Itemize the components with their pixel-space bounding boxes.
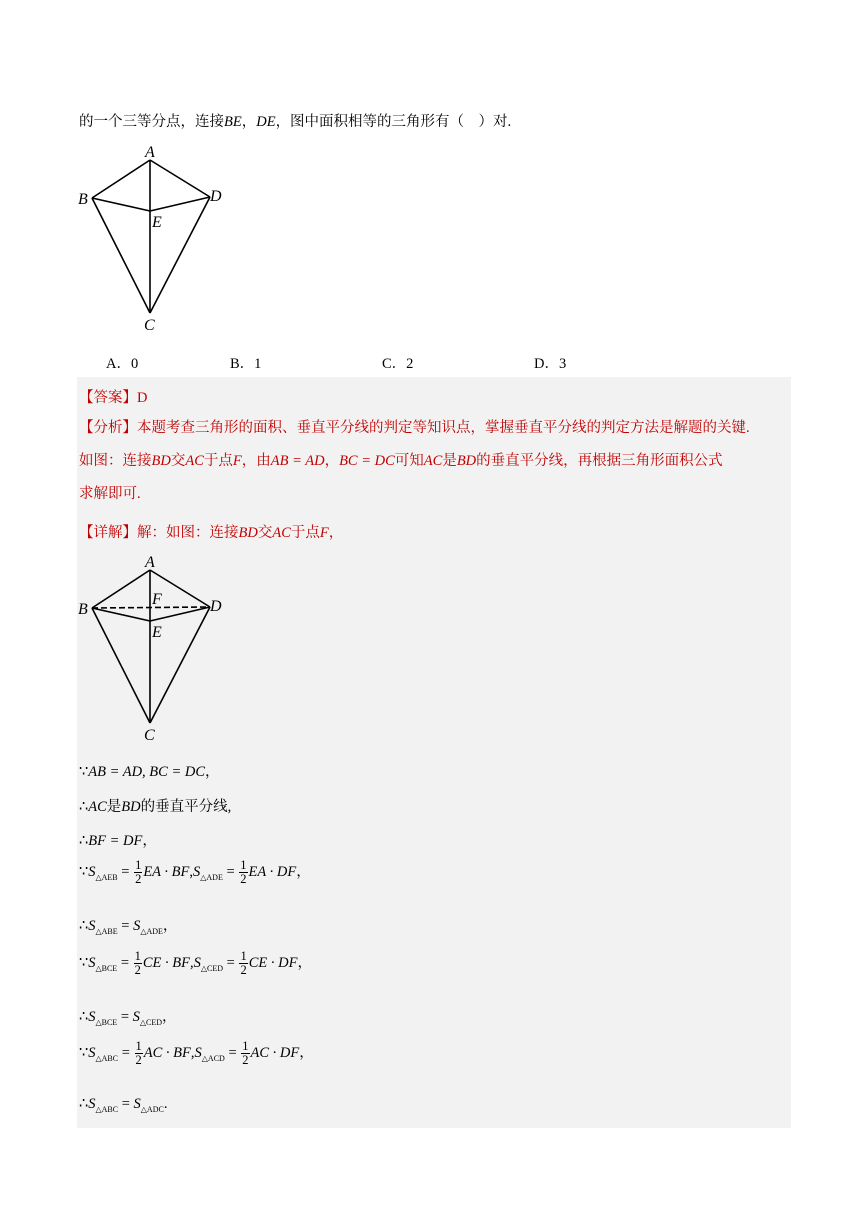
fraction-half: $\frac{1}{2}$ <box>134 949 141 977</box>
label-e: E <box>152 624 162 641</box>
step-3: ∴BF = DF， <box>79 833 157 849</box>
option-b[interactable]: B．1 <box>230 356 262 372</box>
label-b: B <box>78 191 88 208</box>
label-b: B <box>78 601 88 618</box>
fraction-half: $\frac{1}{2}$ <box>240 858 247 886</box>
detail-intro: 【详解】解：如图：连接BD交AC于点F， <box>79 525 344 541</box>
option-c[interactable]: C．2 <box>382 356 414 372</box>
analysis-line-2: 如图：连接BD交AC于点F，由AB = AD，BC = DC可知AC是BD的垂直平分线，再根据三角形面积公式 <box>79 453 723 469</box>
option-d[interactable]: D．3 <box>534 356 567 372</box>
label-a: A <box>145 554 155 571</box>
label-a: A <box>145 144 155 161</box>
figure-quadrilateral-with-f <box>70 550 240 750</box>
fraction-half: $\frac{1}{2}$ <box>135 1039 142 1067</box>
step-7: $\therefore S_{\triangle BCE} = S_{\triangle CED}$， <box>79 1009 177 1027</box>
step-2: ∴AC是BD的垂直平分线, <box>79 799 232 815</box>
step-1: ∵AB = AD, BC = DC， <box>79 764 220 780</box>
answer-line: 【答案】D <box>79 390 148 406</box>
analysis-block <box>79 412 791 511</box>
step-5: $\therefore S_{\triangle ABE} = S_{\triangle ADE}$， <box>79 918 178 936</box>
label-c: C <box>144 317 155 334</box>
label-f: F <box>152 591 162 608</box>
analysis-line-1: 【分析】本题考查三角形的面积、垂直平分线的判定等知识点，掌握垂直平分线的判定方法是解题的关键. <box>79 420 750 436</box>
label-c: C <box>144 727 155 744</box>
question-intro: 的一个三等分点，连接BE，DE，图中面积相等的三角形有（ ）对. <box>79 114 512 130</box>
label-d: D <box>210 598 222 615</box>
analysis-line-3: 求解即可. <box>79 486 141 502</box>
label-e: E <box>152 214 162 231</box>
label-d: D <box>210 188 222 205</box>
step-9: $\therefore S_{\triangle ABC} = S_{\triangle ADC}$. <box>79 1096 168 1114</box>
fraction-half: $\frac{1}{2}$ <box>135 858 142 886</box>
step-4: $\because S_{\triangle AEB}$ = $\frac{1}{2}$ EA · $BF,S_{\triangle ADE}$ = $\frac{1}{2}$ EA · DF， <box>79 858 311 886</box>
step-8: $\because S_{\triangle ABC}$ = $\frac{1}{2}$ AC · $BF,S_{\triangle ACD}$ = $\frac{1}{2}$ AC · DF， <box>79 1039 314 1067</box>
fraction-half: $\frac{1}{2}$ <box>242 1039 249 1067</box>
step-6: $\because S_{\triangle BCE}$ = $\frac{1}{2}$ CE · $BF,S_{\triangle CED}$ = $\frac{1}{2}$ CE · DF， <box>79 949 312 977</box>
fraction-half: $\frac{1}{2}$ <box>240 949 247 977</box>
option-a[interactable]: A．0 <box>106 356 139 372</box>
figure-quadrilateral <box>70 140 240 340</box>
